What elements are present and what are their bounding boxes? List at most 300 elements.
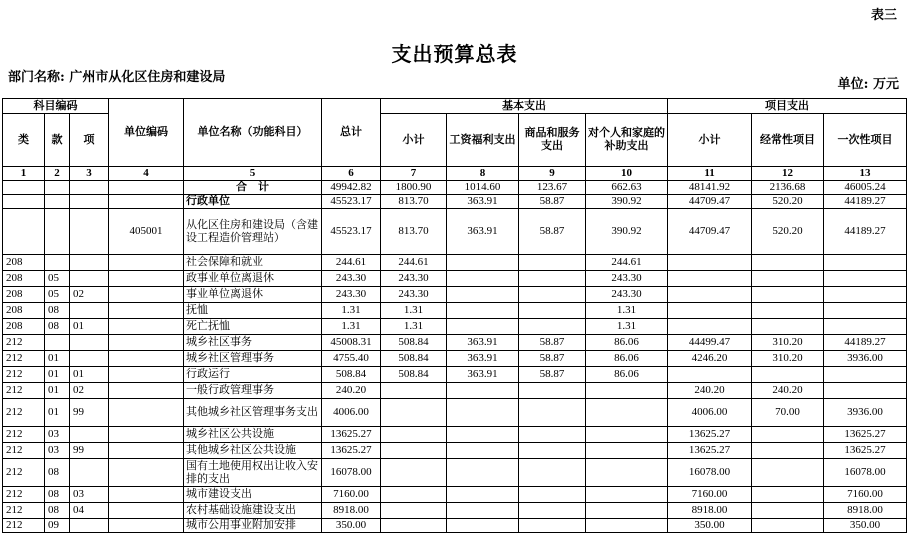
cell-wage-welfare <box>447 459 519 487</box>
cell-wage-welfare <box>447 487 519 503</box>
cell-wage-welfare <box>447 383 519 399</box>
cell-xiang <box>70 303 109 319</box>
cell-kuan: 01 <box>45 383 70 399</box>
cell-one-time-project <box>824 287 907 303</box>
table-row <box>3 195 907 209</box>
cell-regular-project <box>752 427 824 443</box>
cell-goods-services <box>519 303 586 319</box>
cell-regular-project <box>752 271 824 287</box>
column-number: 1 <box>3 167 45 181</box>
cell-total: 1.31 <box>322 319 381 335</box>
column-number: 2 <box>45 167 70 181</box>
cell-unit-code <box>109 335 184 351</box>
header-kuan: 款 <box>45 114 70 167</box>
cell-xiang <box>70 181 109 195</box>
cell-personal-subsidy <box>586 459 668 487</box>
cell-xiang: 01 <box>70 367 109 383</box>
cell-kuan: 08 <box>45 459 70 487</box>
cell-unit-name: 城市公用事业附加安排 <box>184 519 322 533</box>
cell-wage-welfare: 363.91 <box>447 335 519 351</box>
table-row <box>3 367 907 383</box>
cell-lei: 208 <box>3 287 45 303</box>
cell-xiang: 02 <box>70 287 109 303</box>
cell-kuan: 05 <box>45 271 70 287</box>
cell-total: 45523.17 <box>322 209 381 255</box>
header-basic-expenditure: 基本支出 <box>381 99 668 114</box>
cell-project-subtotal: 4246.20 <box>668 351 752 367</box>
cell-personal-subsidy: 86.06 <box>586 335 668 351</box>
cell-goods-services <box>519 383 586 399</box>
cell-lei: 212 <box>3 443 45 459</box>
cell-unit-code: 405001 <box>109 209 184 255</box>
cell-goods-services <box>519 399 586 427</box>
cell-project-subtotal: 13625.27 <box>668 427 752 443</box>
cell-one-time-project: 8918.00 <box>824 503 907 519</box>
cell-unit-name: 社会保障和就业 <box>184 255 322 271</box>
cell-personal-subsidy: 1.31 <box>586 319 668 335</box>
cell-xiang <box>70 271 109 287</box>
cell-regular-project <box>752 287 824 303</box>
table-row <box>3 319 907 335</box>
cell-regular-project <box>752 519 824 533</box>
column-number: 12 <box>752 167 824 181</box>
cell-kuan: 08 <box>45 303 70 319</box>
cell-goods-services: 58.87 <box>519 209 586 255</box>
cell-regular-project <box>752 303 824 319</box>
cell-unit-code <box>109 443 184 459</box>
cell-kuan: 08 <box>45 319 70 335</box>
cell-kuan: 01 <box>45 367 70 383</box>
cell-unit-code <box>109 271 184 287</box>
cell-unit-code <box>109 319 184 335</box>
cell-unit-name: 城乡社区公共设施 <box>184 427 322 443</box>
cell-regular-project <box>752 459 824 487</box>
cell-unit-name: 合 计 <box>184 181 322 195</box>
header-basic-subtotal: 小计 <box>381 114 447 167</box>
cell-wage-welfare <box>447 519 519 533</box>
cell-xiang: 01 <box>70 319 109 335</box>
cell-personal-subsidy: 243.30 <box>586 287 668 303</box>
cell-unit-code <box>109 503 184 519</box>
cell-goods-services <box>519 503 586 519</box>
cell-regular-project <box>752 443 824 459</box>
cell-lei: 212 <box>3 427 45 443</box>
cell-xiang <box>70 209 109 255</box>
cell-one-time-project: 46005.24 <box>824 181 907 195</box>
cell-one-time-project: 44189.27 <box>824 209 907 255</box>
cell-one-time-project <box>824 383 907 399</box>
column-number: 5 <box>184 167 322 181</box>
cell-wage-welfare <box>447 271 519 287</box>
cell-xiang: 03 <box>70 487 109 503</box>
cell-lei: 212 <box>3 351 45 367</box>
cell-one-time-project: 44189.27 <box>824 335 907 351</box>
cell-regular-project: 310.20 <box>752 351 824 367</box>
cell-wage-welfare <box>447 443 519 459</box>
cell-project-subtotal: 240.20 <box>668 383 752 399</box>
cell-regular-project <box>752 487 824 503</box>
cell-goods-services: 123.67 <box>519 181 586 195</box>
cell-kuan: 08 <box>45 487 70 503</box>
cell-unit-name: 城乡社区事务 <box>184 335 322 351</box>
cell-lei: 212 <box>3 503 45 519</box>
cell-basic-subtotal: 1800.90 <box>381 181 447 195</box>
cell-project-subtotal: 350.00 <box>668 519 752 533</box>
cell-one-time-project: 350.00 <box>824 519 907 533</box>
column-number: 13 <box>824 167 907 181</box>
cell-total: 13625.27 <box>322 443 381 459</box>
cell-total: 8918.00 <box>322 503 381 519</box>
cell-basic-subtotal: 813.70 <box>381 209 447 255</box>
cell-goods-services <box>519 271 586 287</box>
cell-total: 350.00 <box>322 519 381 533</box>
cell-unit-code <box>109 399 184 427</box>
cell-xiang <box>70 255 109 271</box>
column-number: 8 <box>447 167 519 181</box>
cell-personal-subsidy: 390.92 <box>586 195 668 209</box>
cell-goods-services <box>519 487 586 503</box>
cell-basic-subtotal: 508.84 <box>381 367 447 383</box>
cell-regular-project: 2136.68 <box>752 181 824 195</box>
cell-personal-subsidy: 390.92 <box>586 209 668 255</box>
cell-xiang <box>70 459 109 487</box>
header-regular-project: 经常性项目 <box>752 114 824 167</box>
cell-kuan <box>45 181 70 195</box>
cell-kuan: 09 <box>45 519 70 533</box>
cell-unit-name: 城乡社区管理事务 <box>184 351 322 367</box>
cell-xiang: 02 <box>70 383 109 399</box>
cell-goods-services: 58.87 <box>519 195 586 209</box>
table-row <box>3 487 907 503</box>
cell-unit-name: 其他城乡社区公共设施 <box>184 443 322 459</box>
cell-personal-subsidy: 86.06 <box>586 367 668 383</box>
cell-unit-code <box>109 351 184 367</box>
cell-one-time-project: 44189.27 <box>824 195 907 209</box>
table-row <box>3 303 907 319</box>
cell-kuan: 03 <box>45 427 70 443</box>
cell-kuan: 08 <box>45 503 70 519</box>
cell-total: 243.30 <box>322 287 381 303</box>
header-one-time-project: 一次性项目 <box>824 114 907 167</box>
cell-unit-code <box>109 487 184 503</box>
cell-one-time-project: 3936.00 <box>824 351 907 367</box>
cell-unit-name: 抚恤 <box>184 303 322 319</box>
cell-wage-welfare: 363.91 <box>447 209 519 255</box>
table-row <box>3 519 907 533</box>
cell-lei: 208 <box>3 319 45 335</box>
cell-xiang <box>70 351 109 367</box>
cell-goods-services <box>519 459 586 487</box>
column-number: 9 <box>519 167 586 181</box>
cell-personal-subsidy <box>586 443 668 459</box>
cell-total: 508.84 <box>322 367 381 383</box>
cell-lei: 208 <box>3 255 45 271</box>
cell-one-time-project: 7160.00 <box>824 487 907 503</box>
cell-unit-code <box>109 181 184 195</box>
table-row <box>3 255 907 271</box>
cell-total: 45008.31 <box>322 335 381 351</box>
cell-personal-subsidy <box>586 503 668 519</box>
cell-regular-project: 310.20 <box>752 335 824 351</box>
cell-wage-welfare: 363.91 <box>447 195 519 209</box>
cell-goods-services <box>519 443 586 459</box>
cell-unit-code <box>109 383 184 399</box>
department-label: 部门名称: 广州市从化区住房和建设局 <box>8 70 226 85</box>
cell-unit-code <box>109 287 184 303</box>
cell-unit-code <box>109 303 184 319</box>
cell-personal-subsidy: 243.30 <box>586 271 668 287</box>
cell-total: 244.61 <box>322 255 381 271</box>
cell-basic-subtotal: 508.84 <box>381 335 447 351</box>
cell-lei: 208 <box>3 271 45 287</box>
cell-basic-subtotal <box>381 519 447 533</box>
cell-regular-project <box>752 255 824 271</box>
cell-wage-welfare: 363.91 <box>447 351 519 367</box>
cell-one-time-project: 3936.00 <box>824 399 907 427</box>
cell-unit-code <box>109 459 184 487</box>
cell-basic-subtotal <box>381 443 447 459</box>
cell-project-subtotal: 48141.92 <box>668 181 752 195</box>
cell-basic-subtotal: 1.31 <box>381 303 447 319</box>
cell-total: 4755.40 <box>322 351 381 367</box>
cell-unit-name: 死亡抚恤 <box>184 319 322 335</box>
cell-goods-services <box>519 287 586 303</box>
table-row <box>3 503 907 519</box>
cell-one-time-project: 16078.00 <box>824 459 907 487</box>
cell-unit-code <box>109 255 184 271</box>
cell-total: 240.20 <box>322 383 381 399</box>
cell-total: 13625.27 <box>322 427 381 443</box>
cell-project-subtotal <box>668 367 752 383</box>
cell-regular-project <box>752 367 824 383</box>
cell-xiang <box>70 427 109 443</box>
cell-unit-name: 城市建设支出 <box>184 487 322 503</box>
column-number-row <box>3 167 907 181</box>
table-row <box>3 383 907 399</box>
cell-lei <box>3 209 45 255</box>
cell-total: 1.31 <box>322 303 381 319</box>
cell-project-subtotal: 4006.00 <box>668 399 752 427</box>
cell-kuan <box>45 209 70 255</box>
cell-unit-name: 事业单位离退休 <box>184 287 322 303</box>
cell-lei: 212 <box>3 335 45 351</box>
cell-total: 45523.17 <box>322 195 381 209</box>
cell-lei: 212 <box>3 487 45 503</box>
column-number: 11 <box>668 167 752 181</box>
cell-regular-project: 70.00 <box>752 399 824 427</box>
header-goods-services: 商品和服务支出 <box>519 114 586 167</box>
cell-unit-code <box>109 367 184 383</box>
column-number: 3 <box>70 167 109 181</box>
cell-kuan: 01 <box>45 351 70 367</box>
cell-total: 7160.00 <box>322 487 381 503</box>
cell-wage-welfare <box>447 255 519 271</box>
cell-basic-subtotal: 244.61 <box>381 255 447 271</box>
cell-xiang: 99 <box>70 399 109 427</box>
cell-project-subtotal <box>668 271 752 287</box>
cell-unit-name: 国有土地使用权出让收入安排的支出 <box>184 459 322 487</box>
cell-unit-name: 行政单位 <box>184 195 322 209</box>
cell-total: 4006.00 <box>322 399 381 427</box>
cell-xiang <box>70 335 109 351</box>
cell-personal-subsidy <box>586 383 668 399</box>
cell-basic-subtotal <box>381 487 447 503</box>
table-row <box>3 427 907 443</box>
cell-basic-subtotal <box>381 383 447 399</box>
column-number: 4 <box>109 167 184 181</box>
header-project-expenditure: 项目支出 <box>668 99 907 114</box>
column-number: 6 <box>322 167 381 181</box>
cell-kuan <box>45 335 70 351</box>
header-total: 总计 <box>322 99 381 167</box>
cell-lei: 208 <box>3 303 45 319</box>
cell-lei: 212 <box>3 519 45 533</box>
header-project-subtotal: 小计 <box>668 114 752 167</box>
cell-unit-name: 政事业单位离退休 <box>184 271 322 287</box>
table-row <box>3 459 907 487</box>
cell-wage-welfare <box>447 287 519 303</box>
cell-basic-subtotal: 1.31 <box>381 319 447 335</box>
budget-table <box>2 98 907 533</box>
cell-project-subtotal: 44709.47 <box>668 209 752 255</box>
cell-one-time-project: 13625.27 <box>824 443 907 459</box>
cell-project-subtotal <box>668 303 752 319</box>
cell-one-time-project <box>824 367 907 383</box>
table-row <box>3 181 907 195</box>
cell-goods-services <box>519 255 586 271</box>
cell-one-time-project <box>824 255 907 271</box>
header-subject-code: 科目编码 <box>3 99 109 114</box>
cell-project-subtotal: 44709.47 <box>668 195 752 209</box>
header-unit-code: 单位编码 <box>109 99 184 167</box>
cell-project-subtotal <box>668 287 752 303</box>
column-number: 10 <box>586 167 668 181</box>
cell-regular-project <box>752 503 824 519</box>
table-row <box>3 335 907 351</box>
cell-personal-subsidy: 662.63 <box>586 181 668 195</box>
cell-wage-welfare: 363.91 <box>447 367 519 383</box>
cell-regular-project: 240.20 <box>752 383 824 399</box>
unit-label: 单位: 万元 <box>837 77 899 92</box>
cell-goods-services: 58.87 <box>519 367 586 383</box>
table-number-label: 表三 <box>870 8 897 23</box>
cell-one-time-project <box>824 271 907 287</box>
cell-personal-subsidy: 1.31 <box>586 303 668 319</box>
cell-lei: 212 <box>3 459 45 487</box>
cell-regular-project: 520.20 <box>752 195 824 209</box>
table-row <box>3 287 907 303</box>
table-row <box>3 209 907 255</box>
cell-unit-code <box>109 427 184 443</box>
cell-unit-name: 从化区住房和建设局（含建设工程造价管理站） <box>184 209 322 255</box>
cell-one-time-project: 13625.27 <box>824 427 907 443</box>
cell-goods-services <box>519 519 586 533</box>
cell-unit-name: 一般行政管理事务 <box>184 383 322 399</box>
cell-unit-name: 其他城乡社区管理事务支出 <box>184 399 322 427</box>
cell-lei: 212 <box>3 367 45 383</box>
cell-goods-services <box>519 427 586 443</box>
cell-personal-subsidy: 86.06 <box>586 351 668 367</box>
cell-unit-code <box>109 519 184 533</box>
cell-total: 243.30 <box>322 271 381 287</box>
cell-basic-subtotal <box>381 427 447 443</box>
cell-lei: 212 <box>3 399 45 427</box>
header-unit-name: 单位名称（功能科目） <box>184 99 322 167</box>
cell-unit-code <box>109 195 184 209</box>
cell-basic-subtotal <box>381 503 447 519</box>
cell-kuan: 03 <box>45 443 70 459</box>
cell-wage-welfare <box>447 399 519 427</box>
cell-wage-welfare: 1014.60 <box>447 181 519 195</box>
cell-regular-project: 520.20 <box>752 209 824 255</box>
cell-project-subtotal: 13625.27 <box>668 443 752 459</box>
header-personal-subsidy: 对个人和家庭的补助支出 <box>586 114 668 167</box>
cell-unit-name: 农村基础设施建设支出 <box>184 503 322 519</box>
cell-wage-welfare <box>447 319 519 335</box>
table-row <box>3 443 907 459</box>
table-row <box>3 399 907 427</box>
cell-personal-subsidy <box>586 487 668 503</box>
cell-personal-subsidy <box>586 427 668 443</box>
cell-one-time-project <box>824 303 907 319</box>
cell-lei: 212 <box>3 383 45 399</box>
table-row <box>3 351 907 367</box>
cell-project-subtotal: 7160.00 <box>668 487 752 503</box>
cell-kuan: 01 <box>45 399 70 427</box>
cell-lei <box>3 195 45 209</box>
cell-project-subtotal: 8918.00 <box>668 503 752 519</box>
cell-regular-project <box>752 319 824 335</box>
cell-wage-welfare <box>447 427 519 443</box>
cell-xiang: 04 <box>70 503 109 519</box>
cell-xiang: 99 <box>70 443 109 459</box>
header-xiang: 项 <box>70 114 109 167</box>
cell-project-subtotal <box>668 255 752 271</box>
cell-total: 16078.00 <box>322 459 381 487</box>
cell-one-time-project <box>824 319 907 335</box>
cell-project-subtotal: 44499.47 <box>668 335 752 351</box>
cell-project-subtotal <box>668 319 752 335</box>
cell-xiang <box>70 195 109 209</box>
cell-goods-services: 58.87 <box>519 335 586 351</box>
table-row <box>3 271 907 287</box>
cell-kuan <box>45 255 70 271</box>
cell-lei <box>3 181 45 195</box>
header-lei: 类 <box>3 114 45 167</box>
page-title: 支出预算总表 <box>391 42 518 66</box>
cell-personal-subsidy <box>586 519 668 533</box>
cell-basic-subtotal: 508.84 <box>381 351 447 367</box>
cell-xiang <box>70 519 109 533</box>
cell-basic-subtotal: 243.30 <box>381 287 447 303</box>
cell-goods-services: 58.87 <box>519 351 586 367</box>
cell-project-subtotal: 16078.00 <box>668 459 752 487</box>
cell-basic-subtotal <box>381 459 447 487</box>
header-wage-welfare: 工资福利支出 <box>447 114 519 167</box>
cell-personal-subsidy <box>586 399 668 427</box>
cell-wage-welfare <box>447 303 519 319</box>
cell-kuan: 05 <box>45 287 70 303</box>
cell-total: 49942.82 <box>322 181 381 195</box>
cell-basic-subtotal: 813.70 <box>381 195 447 209</box>
column-number: 7 <box>381 167 447 181</box>
cell-personal-subsidy: 244.61 <box>586 255 668 271</box>
cell-basic-subtotal: 243.30 <box>381 271 447 287</box>
cell-basic-subtotal <box>381 399 447 427</box>
cell-unit-name: 行政运行 <box>184 367 322 383</box>
cell-kuan <box>45 195 70 209</box>
cell-goods-services <box>519 319 586 335</box>
